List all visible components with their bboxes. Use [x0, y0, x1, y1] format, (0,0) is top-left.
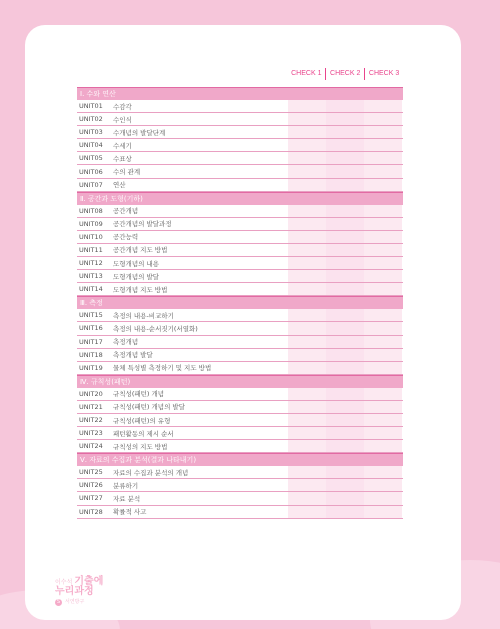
check-1-box[interactable]	[288, 270, 326, 282]
check-3-box[interactable]	[364, 362, 402, 374]
unit-title: 물체 특성별 측정하기 및 지도 방법	[113, 364, 212, 373]
check-3-box[interactable]	[364, 427, 402, 439]
unit-row	[77, 506, 403, 519]
unit-title: 자료의 수집과 분석의 개념	[113, 468, 189, 477]
check-1-box[interactable]	[288, 165, 326, 177]
unit-code: UNIT08	[79, 206, 103, 215]
unit-row	[77, 165, 403, 178]
check-1-box[interactable]	[288, 100, 326, 112]
check-2-box[interactable]	[326, 427, 364, 439]
unit-row	[77, 466, 403, 479]
unit-code: UNIT13	[79, 272, 103, 281]
check-2-box[interactable]	[326, 349, 364, 361]
logo-title-line1: 기출에	[74, 576, 104, 587]
check-1-box[interactable]	[288, 283, 326, 295]
unit-code: UNIT24	[79, 442, 103, 451]
check-3-box[interactable]	[364, 270, 402, 282]
check-3-box[interactable]	[364, 231, 402, 243]
unit-row	[77, 414, 403, 427]
unit-title: 도형개념의 내용	[113, 259, 160, 268]
check-3-box[interactable]	[364, 165, 402, 177]
book-logo	[55, 577, 103, 606]
checklist-rows	[77, 87, 403, 519]
check-3-box[interactable]	[364, 388, 402, 400]
check-3-box[interactable]	[364, 244, 402, 256]
unit-title: 수세기	[113, 141, 132, 150]
unit-row	[77, 218, 403, 231]
unit-title: 도형개념 지도 방법	[113, 285, 168, 294]
unit-code: UNIT07	[79, 180, 103, 189]
unit-row	[77, 126, 403, 139]
unit-row	[77, 388, 403, 401]
check-3-box[interactable]	[364, 205, 402, 217]
unit-code: UNIT14	[79, 285, 103, 294]
check-2-box[interactable]	[326, 414, 364, 426]
check-2-box[interactable]	[326, 506, 364, 518]
check-3-box[interactable]	[364, 100, 402, 112]
check-1-box[interactable]	[288, 414, 326, 426]
check-3-box[interactable]	[364, 492, 402, 504]
check-3-box[interactable]	[364, 349, 402, 361]
check-2-box[interactable]	[326, 100, 364, 112]
check-2-box[interactable]	[326, 152, 364, 164]
unit-code: UNIT05	[79, 154, 103, 163]
check-2-box[interactable]	[326, 466, 364, 478]
check-2-box[interactable]	[326, 388, 364, 400]
unit-row	[77, 257, 403, 270]
check-3-box[interactable]	[364, 322, 402, 334]
check-1-box[interactable]	[288, 139, 326, 151]
checklist-table	[77, 62, 403, 519]
unit-title: 패턴활동의 제시 순서	[113, 429, 174, 438]
check-1-box[interactable]	[288, 362, 326, 374]
check-1-box[interactable]	[288, 440, 326, 452]
unit-code: UNIT22	[79, 416, 103, 425]
check-2-box[interactable]	[326, 139, 364, 151]
unit-code: UNIT28	[79, 507, 103, 516]
check-2-box[interactable]	[326, 218, 364, 230]
unit-code: UNIT10	[79, 232, 103, 241]
unit-row	[77, 152, 403, 165]
check-3-box[interactable]	[364, 179, 402, 191]
unit-row	[77, 322, 403, 335]
unit-row	[77, 309, 403, 322]
section-header: Ⅰ. 수와 연산	[77, 87, 403, 100]
unit-code: UNIT18	[79, 350, 103, 359]
unit-row	[77, 427, 403, 440]
check-2-box[interactable]	[326, 322, 364, 334]
check-header-row	[77, 62, 403, 85]
check-2-box[interactable]	[326, 492, 364, 504]
unit-title: 규칙성(패턴) 개념의 발달	[113, 403, 185, 412]
check-3-box[interactable]	[364, 466, 402, 478]
unit-code: UNIT06	[79, 167, 103, 176]
unit-title: 측정의 내용-순서짓기(서열화)	[113, 324, 198, 333]
check-1-box[interactable]	[288, 218, 326, 230]
check-1-box[interactable]	[288, 336, 326, 348]
unit-row	[77, 100, 403, 113]
check-3-box[interactable]	[364, 506, 402, 518]
unit-code: UNIT04	[79, 141, 103, 150]
unit-row	[77, 440, 403, 453]
check-3-header: CHECK 3	[368, 70, 400, 77]
section-header: Ⅳ. 규칙성(패턴)	[77, 375, 403, 388]
check-3-box[interactable]	[364, 479, 402, 491]
check-2-box[interactable]	[326, 479, 364, 491]
check-1-box[interactable]	[288, 401, 326, 413]
unit-code: UNIT20	[79, 389, 103, 398]
check-1-box[interactable]	[288, 231, 326, 243]
check-3-box[interactable]	[364, 139, 402, 151]
unit-row	[77, 205, 403, 218]
check-2-box[interactable]	[326, 336, 364, 348]
check-1-box[interactable]	[288, 322, 326, 334]
check-1-box[interactable]	[288, 309, 326, 321]
check-1-box[interactable]	[288, 479, 326, 491]
unit-code: UNIT02	[79, 115, 103, 124]
check-3-box[interactable]	[364, 113, 402, 125]
unit-code: UNIT16	[79, 324, 103, 333]
unit-title: 공간능력	[113, 233, 139, 242]
check-1-box[interactable]	[288, 244, 326, 256]
unit-code: UNIT03	[79, 128, 103, 137]
unit-row	[77, 244, 403, 257]
unit-title: 수표상	[113, 154, 132, 163]
check-3-box[interactable]	[364, 401, 402, 413]
unit-title: 규칙성(패턴)의 유형	[113, 416, 171, 425]
unit-code: UNIT25	[79, 468, 103, 477]
check-3-box[interactable]	[364, 309, 402, 321]
unit-row	[77, 362, 403, 375]
unit-title: 공간개념의 발달과정	[113, 220, 172, 229]
check-2-box[interactable]	[326, 179, 364, 191]
check-1-box[interactable]	[288, 349, 326, 361]
check-2-box[interactable]	[326, 309, 364, 321]
unit-row	[77, 113, 403, 126]
section-header: Ⅱ. 공간과 도형(기하)	[77, 192, 403, 205]
unit-code: UNIT17	[79, 337, 103, 346]
check-2-box[interactable]	[326, 440, 364, 452]
unit-code: UNIT15	[79, 311, 103, 320]
logo-author: 이수석	[55, 579, 73, 586]
check-2-box[interactable]	[326, 270, 364, 282]
check-1-box[interactable]	[288, 113, 326, 125]
unit-code: UNIT23	[79, 429, 103, 438]
check-2-box[interactable]	[326, 257, 364, 269]
unit-title: 측정개념	[113, 338, 139, 347]
unit-code: UNIT01	[79, 102, 103, 111]
check-3-box[interactable]	[364, 414, 402, 426]
check-1-box[interactable]	[288, 506, 326, 518]
unit-title: 수개념의 발달단계	[113, 128, 166, 137]
check-3-box[interactable]	[364, 218, 402, 230]
check-2-box[interactable]	[326, 362, 364, 374]
check-2-header: CHECK 2	[330, 70, 361, 77]
check-1-header: CHECK 1	[291, 70, 322, 77]
unit-row	[77, 401, 403, 414]
unit-title: 규칙성(패턴) 개념	[113, 390, 165, 399]
unit-title: 분류하기	[113, 481, 139, 490]
unit-title: 측정의 내용-비교하기	[113, 311, 174, 320]
unit-title: 규칙성의 지도 방법	[113, 442, 168, 451]
unit-code: UNIT19	[79, 363, 103, 372]
unit-row	[77, 283, 403, 296]
unit-title: 공간개념 지도 방법	[113, 246, 168, 255]
unit-row	[77, 492, 403, 505]
unit-title: 수의 관계	[113, 168, 141, 177]
logo-publisher: 서연방구	[65, 599, 85, 605]
check-3-box[interactable]	[364, 152, 402, 164]
unit-row	[77, 179, 403, 192]
unit-row	[77, 231, 403, 244]
check-2-box[interactable]	[326, 126, 364, 138]
unit-code: UNIT12	[79, 259, 103, 268]
check-1-box[interactable]	[288, 205, 326, 217]
check-3-box[interactable]	[364, 440, 402, 452]
unit-title: 자료 분석	[113, 494, 141, 503]
check-2-box[interactable]	[326, 205, 364, 217]
check-2-box[interactable]	[326, 231, 364, 243]
unit-title: 확률적 사고	[113, 508, 147, 517]
check-1-box[interactable]	[288, 427, 326, 439]
unit-title: 수감각	[113, 102, 132, 111]
unit-row	[77, 270, 403, 283]
check-3-box[interactable]	[364, 257, 402, 269]
unit-row	[77, 139, 403, 152]
unit-code: UNIT11	[79, 245, 103, 254]
check-2-box[interactable]	[326, 165, 364, 177]
check-2-box[interactable]	[326, 283, 364, 295]
unit-code: UNIT27	[79, 494, 103, 503]
section-header: Ⅲ. 측정	[77, 296, 403, 309]
check-1-box[interactable]	[288, 388, 326, 400]
check-2-box[interactable]	[326, 244, 364, 256]
check-2-box[interactable]	[326, 113, 364, 125]
unit-title: 수인식	[113, 115, 132, 124]
logo-badge-icon: S	[56, 599, 61, 605]
unit-title: 도형개념의 발달	[113, 272, 160, 281]
unit-code: UNIT09	[79, 219, 103, 228]
check-1-box[interactable]	[288, 152, 326, 164]
unit-row	[77, 336, 403, 349]
check-1-box[interactable]	[288, 126, 326, 138]
check-1-box[interactable]	[288, 179, 326, 191]
unit-title: 공간개념	[113, 207, 139, 216]
check-1-box[interactable]	[288, 257, 326, 269]
unit-row	[77, 479, 403, 492]
logo-title-line2: 누리과정	[55, 586, 94, 597]
check-3-box[interactable]	[364, 336, 402, 348]
unit-title: 연산	[113, 181, 126, 190]
unit-row	[77, 349, 403, 362]
check-3-box[interactable]	[364, 126, 402, 138]
check-2-box[interactable]	[326, 401, 364, 413]
unit-code: UNIT21	[79, 402, 103, 411]
content-card	[25, 25, 461, 620]
unit-code: UNIT26	[79, 481, 103, 490]
check-1-box[interactable]	[288, 492, 326, 504]
check-3-box[interactable]	[364, 283, 402, 295]
unit-title: 측정개념 발달	[113, 351, 153, 360]
check-1-box[interactable]	[288, 466, 326, 478]
section-header: Ⅴ. 자료의 수집과 분석(결과 나타내기)	[77, 453, 403, 466]
